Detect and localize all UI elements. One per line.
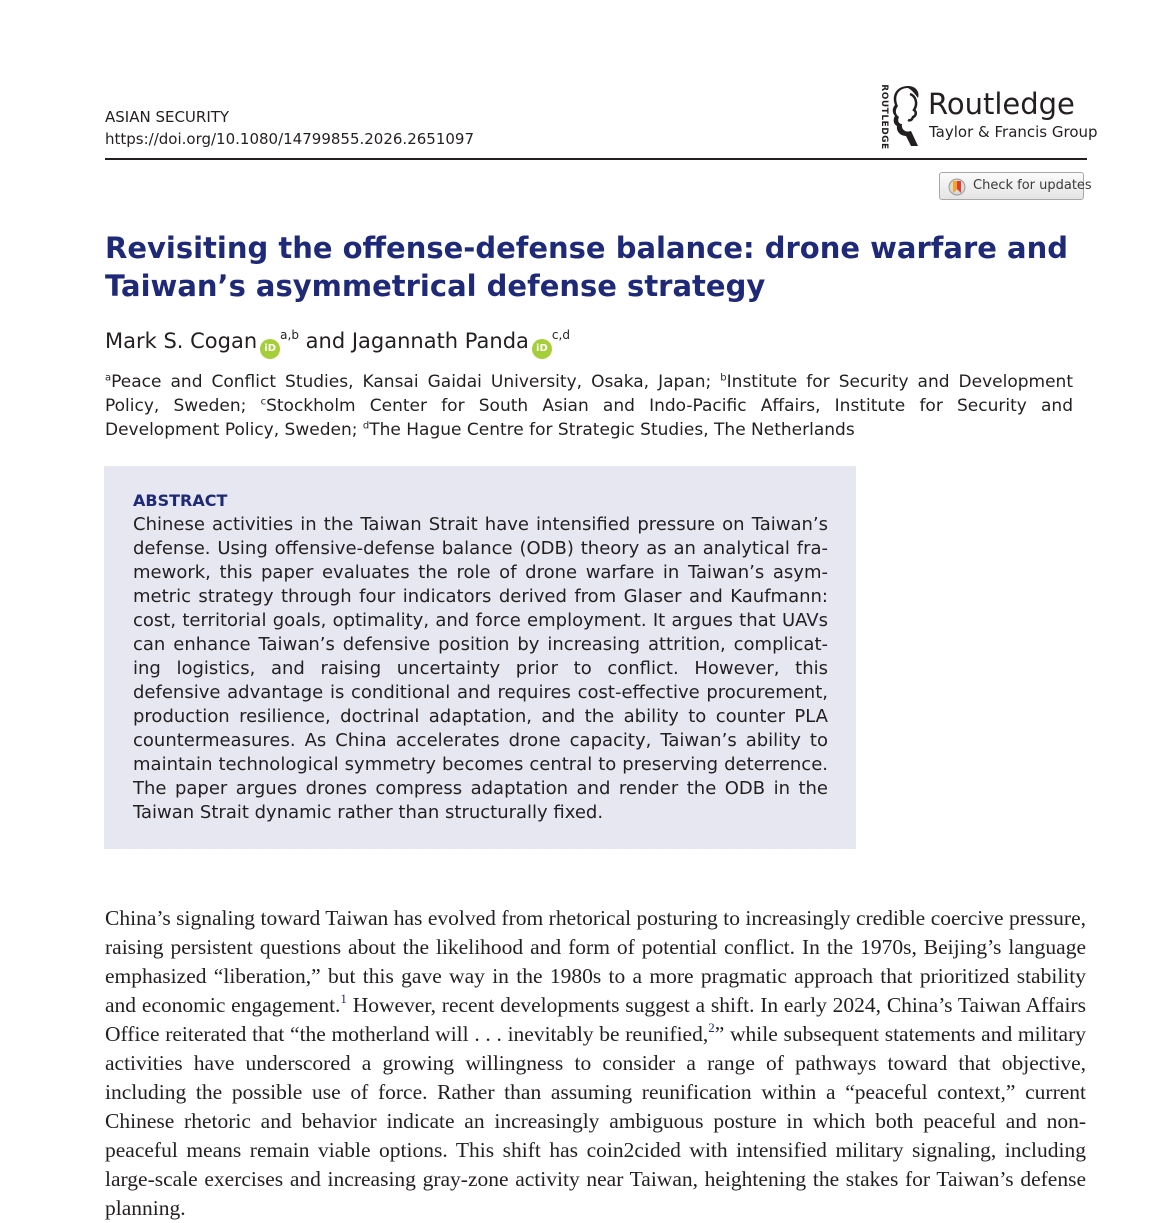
article-title: Revisiting the offense-defense balance: drone warfare and Taiwan’s asymmetrical defense strategy [105, 231, 1069, 303]
body-text-part: China’s signaling toward Taiwan has evolved from rhetorical posturing to increasingly credible coercive pressure, raising persistent questions about the likelihood and form of potential conflict. In the 1970s, Beijing’s language emphasized “liberation,” but this gave way in the 1980s to a more pragmatic approach that prioritized stability and economic engagement. [105, 906, 1086, 1017]
affiliations [105, 370, 1073, 442]
routledge-head-icon [892, 86, 922, 146]
affiliation-text: Peace and Conflict Studies, Kansai Gaidai University, Osaka, Japan; [111, 372, 721, 392]
orcid-icon[interactable]: iD [260, 339, 280, 359]
publisher-name: Routledge [928, 87, 1075, 121]
affiliation-mark: b [720, 372, 727, 384]
affiliation-mark: a [105, 372, 112, 384]
journal-name: ASIAN SECURITY [105, 108, 230, 126]
author-affiliation-marks: a,b [280, 328, 299, 342]
affiliation-mark: c [260, 396, 267, 408]
author-name[interactable]: Mark S. Cogan [105, 329, 258, 353]
abstract-box [104, 466, 856, 849]
check-for-updates-button[interactable] [939, 172, 1092, 200]
check-for-updates-label: Check for updates [973, 178, 1092, 193]
doi-link[interactable]: https://doi.org/10.1080/14799855.2026.2651097 [105, 130, 475, 148]
abstract-heading: ABSTRACT [133, 491, 228, 510]
footnote-link[interactable]: 2 [708, 1020, 715, 1035]
routledge-vertical-text: ROUTLEDGE [879, 84, 889, 150]
footnote-link[interactable]: 1 [340, 991, 347, 1006]
publisher-group: Taylor & Francis Group [929, 123, 1098, 141]
routledge-logo[interactable] [876, 84, 1098, 150]
body-text-part: ” while subsequent statements and military activities have underscored a growing willingness to consider a range of pathways toward that objective, including the possible use of force. Rather than assuming reunification within a “peaceful context,” current Chinese rhetoric and behavior indicate an increasingly ambiguous posture in which both peaceful and non-peaceful means remain viable options. This shift has coin2cided with intensified military signaling, including large-scale exercises and increasing gray-zone activity near Taiwan, heightening the stakes for Taiwan’s defense planning. [105, 1022, 1086, 1220]
affiliation-text: Institute for Security and Development Policy, Sweden; [105, 372, 1073, 416]
orcid-icon[interactable]: iD [532, 339, 552, 359]
affiliation-mark: d [362, 420, 370, 432]
doi-link-wrapper [105, 128, 474, 150]
author-list [105, 320, 570, 359]
affiliation-text: The Hague Centre for Strategic Studies, The Netherlands [369, 420, 855, 440]
affiliation-text: Stockholm Center for South Asian and Indo-Pacific Affairs, Institute for Security and Development Policy, Sweden; [105, 396, 1073, 440]
author-name[interactable]: Jagannath Panda [351, 329, 529, 353]
header-rule [105, 158, 1087, 160]
author-affiliation-marks: c,d [551, 328, 570, 342]
author-joiner: and [298, 329, 352, 353]
abstract-text: Chinese activities in the Taiwan Strait have intensified pressure on Taiwan’s defense. Using offensive-defense balance (ODB) theory as an analytical framework, this paper evaluates the role of drone warfare in Taiwan’s asymmetric strategy through four indicators derived from Glaser and Kaufmann: cost, territorial goals, optimality, and force employment. It argues that UAVs can enhance Taiwan’s defensive position by increasing attrition, complicating logistics, and raising uncertainty prior to conflict. However, this defensive advantage is conditional and requires cost-effective procurement, production resilience, doctrinal adaptation, and the ability to counter PLA countermeasures. As China accelerates drone capacity, Taiwan’s ability to maintain technological symmetry becomes central to preserving deterrence. The paper argues drones compress adaptation and render the ODB in the Taiwan Strait dynamic rather than structurally fixed. [133, 514, 828, 823]
body-text-part: However, recent developments suggest a shift. In early 2024, China’s Taiwan Affairs Office reiterated that “the motherland will . . . inevitably be reunified, [105, 993, 1086, 1046]
crossmark-icon [948, 178, 966, 196]
body-paragraph [105, 904, 1086, 1223]
